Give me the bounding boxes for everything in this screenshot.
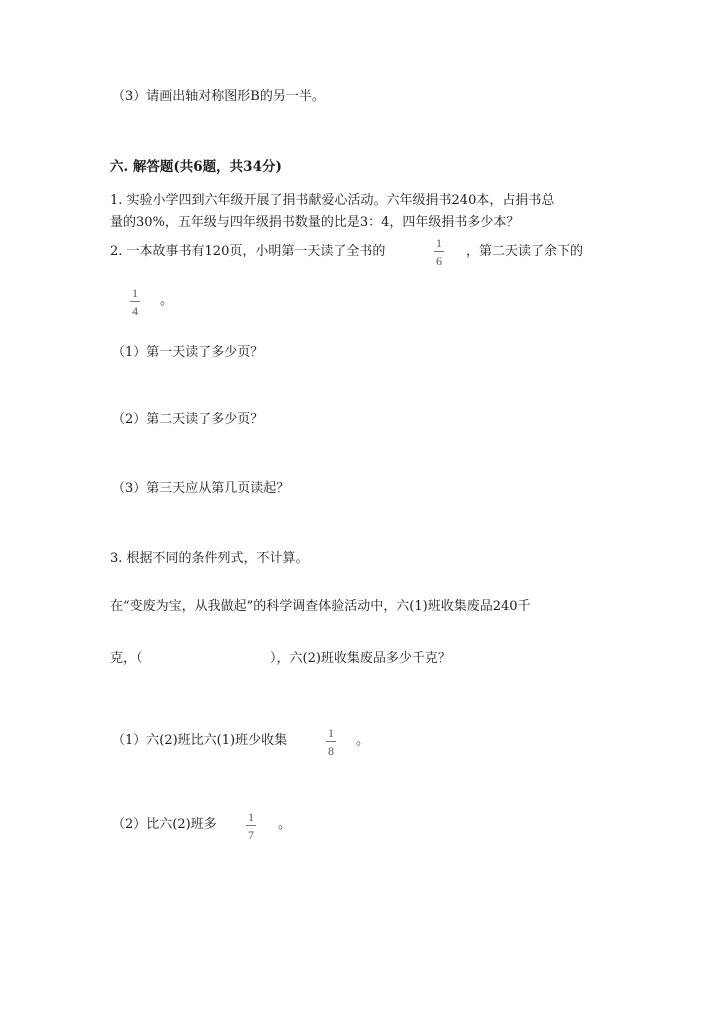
fraction-denominator: 7 <box>248 828 254 842</box>
q2-sub3: （3）第三天应从第几页读起？ <box>112 481 290 496</box>
fraction-numerator: 1 <box>328 726 334 740</box>
q3-sub2-fraction <box>246 810 256 842</box>
q3-context-line1: 在“变废为宝，从我做起”的科学调查体验活动中，六(1)班收集废品240千 <box>110 599 531 614</box>
q2-fraction-one-quarter <box>130 286 140 318</box>
q5-part3-text: （3）请画出轴对称图形B的另一半。 <box>112 89 325 104</box>
q3-context-line2-start: 克，（ <box>110 651 143 666</box>
q2-intro: 2. 一本故事书有120页，小明第一天读了全书的 <box>110 244 386 259</box>
q2-sub1: （1）第一天读了多少页？ <box>112 345 264 360</box>
fraction-bar <box>130 301 140 302</box>
q3-context-line2-end: ），六(2)班收集废品多少千克？ <box>270 651 451 666</box>
q3-sub1-fraction <box>326 726 336 758</box>
fraction-denominator: 8 <box>328 744 334 758</box>
fraction-bar <box>246 825 256 826</box>
fraction-numerator: 1 <box>132 286 138 300</box>
q3-sub2-end: 。 <box>278 817 292 832</box>
fraction-bar <box>326 741 336 742</box>
q2-fraction-one-sixth <box>434 236 444 268</box>
q2-mid: ，第二天读了余下的 <box>466 244 584 259</box>
q2-end-punctuation: 。 <box>160 293 174 308</box>
q1-line2: 量的30%，五年级与四年级捐书数量的比是3：4，四年级捐书多少本？ <box>110 215 520 230</box>
q1-line1: 1. 实验小学四到六年级开展了捐书献爱心活动。六年级捐书240本，占捐书总 <box>110 193 555 208</box>
fraction-numerator: 1 <box>248 810 254 824</box>
q3-sub1-end: 。 <box>356 733 370 748</box>
fraction-denominator: 6 <box>436 254 442 268</box>
section-heading: 六. 解答题(共6题，共34分) <box>110 159 282 175</box>
fraction-bar <box>434 251 444 252</box>
fraction-numerator: 1 <box>436 236 442 250</box>
q3-sub2-text: （2）比六(2)班多 <box>112 817 217 832</box>
fraction-denominator: 4 <box>132 304 138 318</box>
q2-sub2: （2）第二天读了多少页？ <box>112 412 264 427</box>
q3-sub1-text: （1）六(2)班比六(1)班少收集 <box>112 733 288 748</box>
q3-title: 3. 根据不同的条件列式，不计算。 <box>110 551 309 566</box>
